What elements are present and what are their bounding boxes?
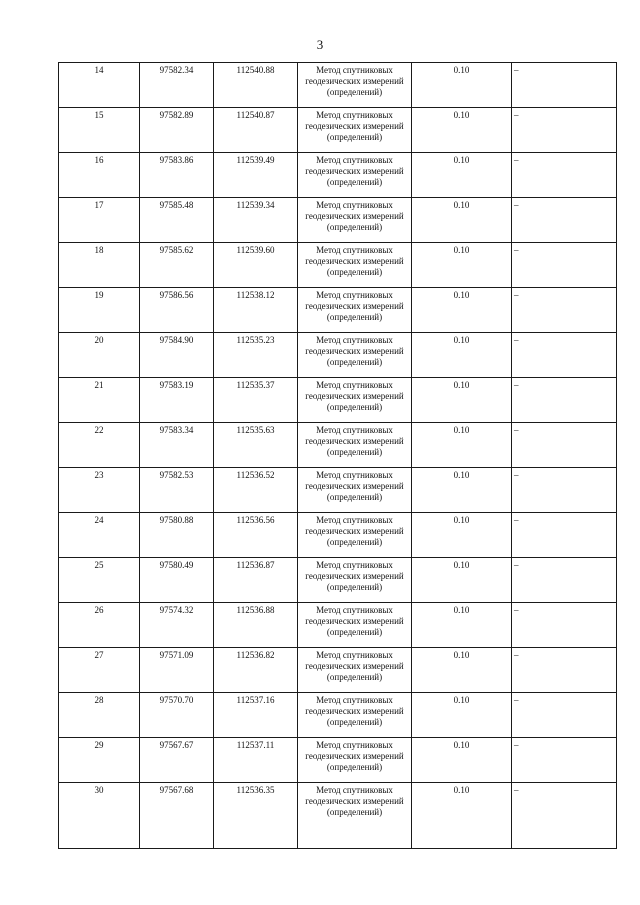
- point-number-cell: 17: [59, 198, 140, 243]
- y-coordinate-cell: 112535.37: [214, 378, 298, 423]
- description-cell: –: [512, 738, 617, 783]
- x-coordinate-cell: 97582.34: [140, 63, 214, 108]
- description-cell: –: [512, 333, 617, 378]
- accuracy-cell: 0.10: [412, 513, 512, 558]
- x-coordinate-cell: 97570.70: [140, 693, 214, 738]
- x-coordinate-cell: 97580.49: [140, 558, 214, 603]
- point-number-cell: 26: [59, 603, 140, 648]
- description-cell: –: [512, 198, 617, 243]
- y-coordinate-cell: 112536.87: [214, 558, 298, 603]
- y-coordinate-cell: 112539.49: [214, 153, 298, 198]
- x-coordinate-cell: 97567.68: [140, 783, 214, 849]
- accuracy-cell: 0.10: [412, 153, 512, 198]
- point-number-cell: 14: [59, 63, 140, 108]
- table-row: [59, 468, 617, 513]
- description-cell: –: [512, 468, 617, 513]
- table-row: [59, 288, 617, 333]
- y-coordinate-cell: 112535.23: [214, 333, 298, 378]
- method-cell: Метод спутниковых геодезических измерений (определений): [298, 783, 412, 849]
- method-cell: Метод спутниковых геодезических измерений (определений): [298, 108, 412, 153]
- table-row: [59, 153, 617, 198]
- description-cell: –: [512, 423, 617, 468]
- description-cell: –: [512, 693, 617, 738]
- x-coordinate-cell: 97583.34: [140, 423, 214, 468]
- y-coordinate-cell: 112536.88: [214, 603, 298, 648]
- y-coordinate-cell: 112537.11: [214, 738, 298, 783]
- method-cell: Метод спутниковых геодезических измерений (определений): [298, 648, 412, 693]
- x-coordinate-cell: 97571.09: [140, 648, 214, 693]
- point-number-cell: 18: [59, 243, 140, 288]
- y-coordinate-cell: 112540.87: [214, 108, 298, 153]
- x-coordinate-cell: 97584.90: [140, 333, 214, 378]
- accuracy-cell: 0.10: [412, 198, 512, 243]
- x-coordinate-cell: 97580.88: [140, 513, 214, 558]
- point-number-cell: 15: [59, 108, 140, 153]
- x-coordinate-cell: 97585.62: [140, 243, 214, 288]
- description-cell: –: [512, 378, 617, 423]
- point-number-cell: 27: [59, 648, 140, 693]
- table-row: [59, 198, 617, 243]
- method-cell: Метод спутниковых геодезических измерений (определений): [298, 603, 412, 648]
- y-coordinate-cell: 112536.52: [214, 468, 298, 513]
- x-coordinate-cell: 97583.19: [140, 378, 214, 423]
- point-number-cell: 19: [59, 288, 140, 333]
- method-cell: Метод спутниковых геодезических измерений (определений): [298, 63, 412, 108]
- method-cell: Метод спутниковых геодезических измерений (определений): [298, 423, 412, 468]
- point-number-cell: 28: [59, 693, 140, 738]
- y-coordinate-cell: 112536.35: [214, 783, 298, 849]
- table-row: [59, 108, 617, 153]
- point-number-cell: 21: [59, 378, 140, 423]
- method-cell: Метод спутниковых геодезических измерений (определений): [298, 558, 412, 603]
- method-cell: Метод спутниковых геодезических измерений (определений): [298, 738, 412, 783]
- table-row: [59, 603, 617, 648]
- method-cell: Метод спутниковых геодезических измерений (определений): [298, 288, 412, 333]
- method-cell: Метод спутниковых геодезических измерений (определений): [298, 153, 412, 198]
- accuracy-cell: 0.10: [412, 243, 512, 288]
- method-cell: Метод спутниковых геодезических измерений (определений): [298, 468, 412, 513]
- description-cell: –: [512, 63, 617, 108]
- table-row: [59, 783, 617, 849]
- description-cell: –: [512, 108, 617, 153]
- table-row: [59, 423, 617, 468]
- point-number-cell: 25: [59, 558, 140, 603]
- method-cell: Метод спутниковых геодезических измерений (определений): [298, 198, 412, 243]
- accuracy-cell: 0.10: [412, 738, 512, 783]
- accuracy-cell: 0.10: [412, 378, 512, 423]
- description-cell: –: [512, 783, 617, 849]
- y-coordinate-cell: 112538.12: [214, 288, 298, 333]
- y-coordinate-cell: 112539.60: [214, 243, 298, 288]
- description-cell: –: [512, 558, 617, 603]
- table-row: [59, 333, 617, 378]
- table-row: [59, 378, 617, 423]
- y-coordinate-cell: 112536.56: [214, 513, 298, 558]
- y-coordinate-cell: 112539.34: [214, 198, 298, 243]
- coordinates-table: [58, 62, 617, 849]
- point-number-cell: 22: [59, 423, 140, 468]
- accuracy-cell: 0.10: [412, 108, 512, 153]
- x-coordinate-cell: 97585.48: [140, 198, 214, 243]
- point-number-cell: 16: [59, 153, 140, 198]
- table-row: [59, 738, 617, 783]
- accuracy-cell: 0.10: [412, 558, 512, 603]
- table-row: [59, 693, 617, 738]
- x-coordinate-cell: 97586.56: [140, 288, 214, 333]
- accuracy-cell: 0.10: [412, 603, 512, 648]
- accuracy-cell: 0.10: [412, 648, 512, 693]
- page-number: 3: [316, 37, 324, 52]
- method-cell: Метод спутниковых геодезических измерений (определений): [298, 693, 412, 738]
- accuracy-cell: 0.10: [412, 783, 512, 849]
- accuracy-cell: 0.10: [412, 693, 512, 738]
- accuracy-cell: 0.10: [412, 333, 512, 378]
- point-number-cell: 20: [59, 333, 140, 378]
- accuracy-cell: 0.10: [412, 468, 512, 513]
- table-row: [59, 558, 617, 603]
- method-cell: Метод спутниковых геодезических измерений (определений): [298, 378, 412, 423]
- method-cell: Метод спутниковых геодезических измерений (определений): [298, 243, 412, 288]
- table-row: [59, 513, 617, 558]
- table-row: [59, 243, 617, 288]
- accuracy-cell: 0.10: [412, 288, 512, 333]
- x-coordinate-cell: 97582.89: [140, 108, 214, 153]
- description-cell: –: [512, 648, 617, 693]
- y-coordinate-cell: 112540.88: [214, 63, 298, 108]
- y-coordinate-cell: 112535.63: [214, 423, 298, 468]
- accuracy-cell: 0.10: [412, 423, 512, 468]
- y-coordinate-cell: 112537.16: [214, 693, 298, 738]
- x-coordinate-cell: 97574.32: [140, 603, 214, 648]
- description-cell: –: [512, 603, 617, 648]
- x-coordinate-cell: 97567.67: [140, 738, 214, 783]
- coordinates-table-body: [59, 63, 617, 849]
- point-number-cell: 24: [59, 513, 140, 558]
- method-cell: Метод спутниковых геодезических измерений (определений): [298, 513, 412, 558]
- description-cell: –: [512, 288, 617, 333]
- description-cell: –: [512, 513, 617, 558]
- description-cell: –: [512, 243, 617, 288]
- x-coordinate-cell: 97582.53: [140, 468, 214, 513]
- description-cell: –: [512, 153, 617, 198]
- point-number-cell: 30: [59, 783, 140, 849]
- method-cell: Метод спутниковых геодезических измерений (определений): [298, 333, 412, 378]
- point-number-cell: 23: [59, 468, 140, 513]
- x-coordinate-cell: 97583.86: [140, 153, 214, 198]
- accuracy-cell: 0.10: [412, 63, 512, 108]
- point-number-cell: 29: [59, 738, 140, 783]
- table-row: [59, 63, 617, 108]
- table-row: [59, 648, 617, 693]
- y-coordinate-cell: 112536.82: [214, 648, 298, 693]
